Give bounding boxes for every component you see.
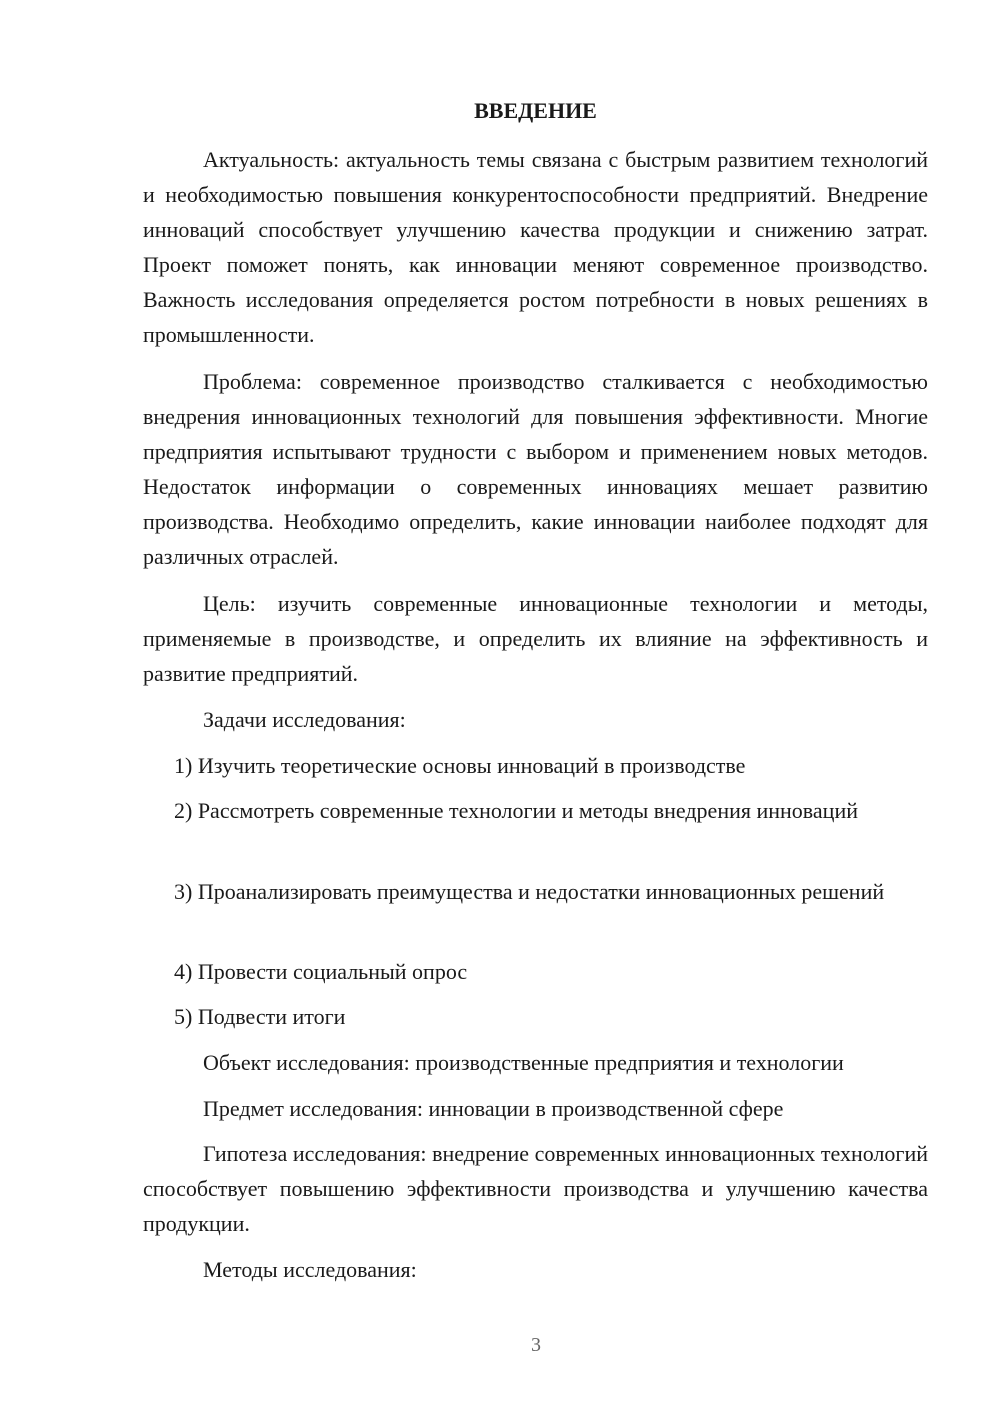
research-object: Объект исследования: производственные предприятия и технологии (203, 1050, 844, 1075)
task-item-1: 1) Изучить теоретические основы инноваций в производстве (174, 753, 746, 778)
task-item-4: 4) Провести социальный опрос (174, 959, 468, 984)
page-title: ВВЕДЕНИЕ (474, 98, 597, 123)
relevance-paragraph: Актуальность: актуальность темы связана с быстрым развитием технологий и необходимостью повышения конкурентоспособности предприятий. Внедрение инноваций способствует улучшению качества продукции и снижению затрат. Проект поможет понять, как инновации меняют современное производство. Важность исследования определяется ростом потребности в новых решениях в промышленности. (143, 147, 928, 347)
task-item-3: 3) Проанализировать преимущества и недостатки инновационных решений (174, 879, 885, 904)
task-item-2: 2) Рассмотреть современные технологии и методы внедрения инноваций (174, 798, 858, 823)
problem-paragraph: Проблема: современное производство сталкивается с необходимостью внедрения инновационных технологий для повышения эффективности. Многие предприятия испытывают трудности с выбором и применением новых методов. Недостаток информации о современных инновациях мешает развитию производства. Необходимо определить, какие инновации наиболее подходят для различных отраслей. (143, 369, 928, 569)
research-hypothesis: Гипотеза исследования: внедрение современных инновационных технологий способствует повышению эффективности производства и улучшению качества продукции. (143, 1141, 928, 1236)
goal-paragraph: Цель: изучить современные инновационные технологии и методы, применяемые в производстве, и определить их влияние на эффективность и развитие предприятий. (143, 591, 928, 686)
page-number: 3 (531, 1334, 541, 1356)
tasks-heading: Задачи исследования: (203, 707, 406, 732)
research-subject: Предмет исследования: инновации в производственной сфере (203, 1096, 784, 1121)
research-methods-heading: Методы исследования: (203, 1257, 417, 1282)
task-item-5: 5) Подвести итоги (174, 1004, 346, 1029)
